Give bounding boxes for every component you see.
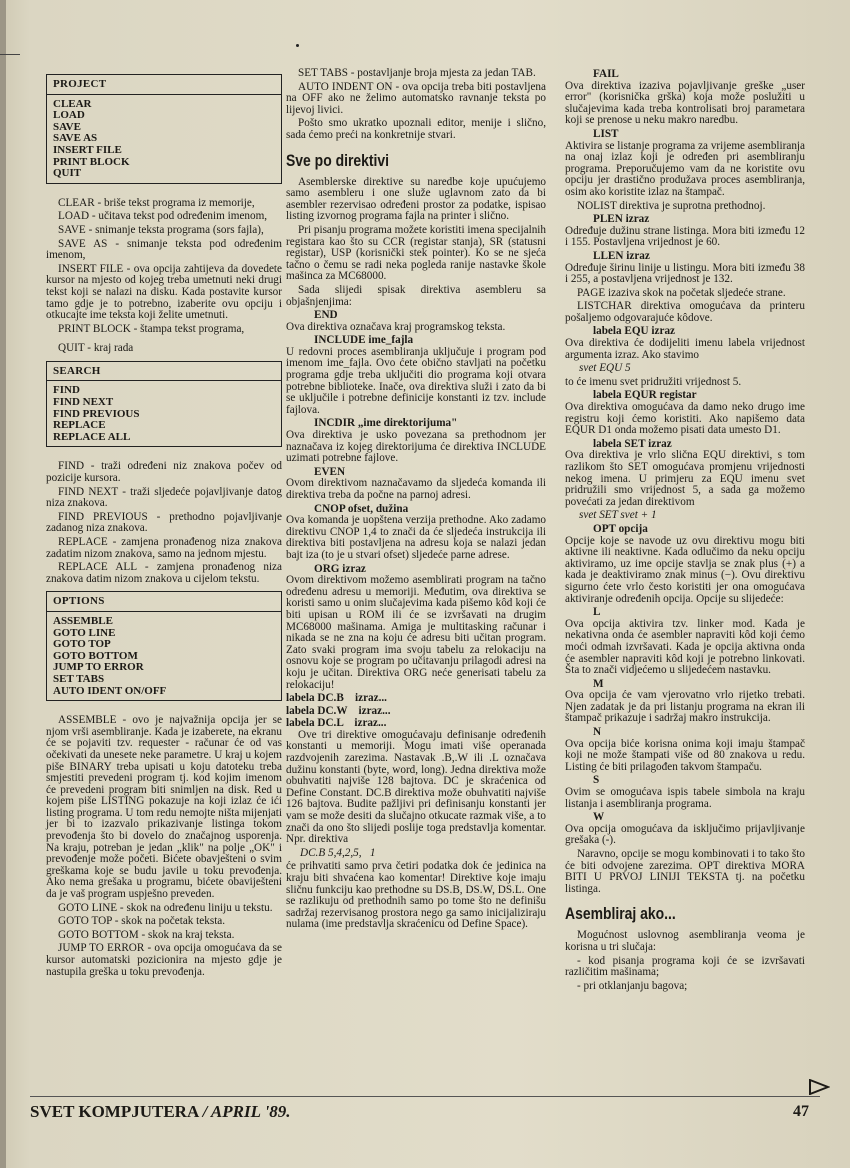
directive-title: CNOP ofset, dužina — [314, 502, 409, 515]
paragraph: će prihvatiti samo prva četiri podatka dok će jedinica na kraju biti shvaćena kao komentar! Direktive koje imaju sličnu funkciju kao prethodne su DS.B, DS.W, DS.L. One se razlikuju od prethodnih samo po tome što ne definišu sadržaj rezervisanog prostora nego ga samo inicijaliziraju nulama (ime predstavlja skraćenicu od Define Space). — [286, 860, 546, 931]
paragraph: Pri pisanju programa možete koristiti imena specijalnih registara kao što su CCR (registar stanja), SR (statusni registar), USP (korisnički stek pointer). Ko se ne sjeća tačno o čemu se radi neka pogleda ranije nastavke škole mašinca za MC68000. — [286, 223, 546, 283]
paragraph: Pošto smo ukratko upoznali editor, menije i slično, sada ćemo preći na konkretnije stvari. — [286, 117, 546, 141]
option-letter: W — [593, 811, 605, 824]
project-menu-list — [47, 95, 281, 183]
list-item: - kod pisanja programa koji će se izvršavati različitim mašinama; — [565, 954, 805, 979]
paragraph: Ovim se omogućava ispis tabele simbola na kraju listanja i asembliranja programa. — [565, 786, 805, 810]
footer-rule — [30, 1096, 820, 1097]
footer-magazine — [30, 1102, 291, 1122]
paragraph: SAVE AS - snimanje teksta pod određenim imenom, — [46, 237, 282, 262]
option-letter: M — [593, 677, 604, 690]
menu-item: QUIT — [53, 167, 82, 180]
paragraph: Ovom direktivom možemo asemblirati program na tačno određenu adresu u memoriji. Međutim, ova direktiva se koristi samo u onim slučajevima kada pišemo kôd koji će biti upisan u ROM ili će se izvršavati na drugim MC68000 mašinama. Amiga je multitasking računar i nikada se ne zna na koju će adresu biti učitan program. Zato svaki program ima svoju tabelu za relokaciju na osnovu koje se program po učitavanju prilagodi adresi na koju je učitan. Direktiva ORG neće generisati tabelu za relokaciju! — [286, 574, 546, 691]
paragraph: Mogućnost uslovnog asembliranja veoma je korisna u tri slučaja: — [565, 929, 805, 953]
paragraph: AUTO INDENT ON - ova opcija treba biti postavljena na OFF ako ne želimo automatsko ravnanje teksta po lijevoj livici. — [286, 80, 546, 116]
issue-date: / APRIL '89. — [202, 1102, 291, 1121]
search-menu-box — [46, 361, 282, 448]
option-letter: N — [593, 726, 602, 739]
section-heading: Asembliraj ako... — [565, 904, 676, 924]
paragraph: Ova direktiva je usko povezana sa prethodnom jer naznačava iz kojeg direktorijuma će direktiva INCLUDE uzimati potrebne fajlove. — [286, 429, 546, 465]
paragraph: FIND PREVIOUS - prethodno pojavljivanje zadanog niza znakova. — [46, 510, 282, 535]
directive-title: INCLUDE ime_fajla — [314, 334, 414, 347]
menu-item: CLEAR — [53, 97, 92, 110]
menu-item: AUTO IDENT ON/OFF — [53, 684, 167, 697]
list-item: - pri otklanjanju bagova; — [577, 979, 688, 992]
paragraph: Ova opcija omogućava da isključimo prijavljivanje grešaka (-). — [565, 822, 805, 847]
paragraph: LISTCHAR direktiva omogućava da printeru pošaljemo odgovarajuće kôdove. — [565, 300, 805, 324]
directive-title: FAIL — [593, 68, 619, 80]
paragraph: Asemblerske direktive su naredbe koje upućujemo samo asembleru i one služe uglavnom zato da bi asembler rezervisao određeni prostor za podatke, ispisao listing izvornog programa fajla na printer i slično. — [286, 175, 546, 223]
paragraph: Naravno, opcije se mogu kombinovati i to tako što će biti odvojene zarezima. OPT direktiva MORA BITI U PRVOJ LINIJI TEKSTA tj. na početku listinga. — [565, 848, 805, 895]
paragraph: Ova komanda je uopštena verzija prethodne. Ako zadamo direktivu CNOP 1,4 to znači da će sljedeća instrukcija ili direktiva biti postavljena na adresu koja se nalazi jedan bajt iza (to je u stvari ofset) sljedeće parne adrese. — [286, 514, 546, 561]
menu-item: FIND PREVIOUS — [53, 407, 140, 420]
paragraph: NOLIST direktiva je suprotna prethodnoj. — [577, 199, 766, 212]
menu-item: REPLACE ALL — [53, 430, 131, 443]
paragraph: JUMP TO ERROR - ova opcija omogućava da se kursor automatski pozicionira na mjesto gdje je nastupila greška u toku prevođenja. — [46, 942, 282, 978]
paragraph: REPLACE - zamjena pronađenog niza znakova zadatim nizom znakova, samo na jednom mjestu. — [46, 536, 282, 560]
paragraph: Ova direktiva označava kraj programskog teksta. — [286, 320, 506, 333]
menu-item: LOAD — [53, 109, 85, 122]
continue-arrow-icon — [808, 1079, 830, 1095]
paragraph: GOTO LINE - skok na određenu liniju u tekstu. — [58, 901, 273, 914]
paragraph: Aktivira se listanje programa za vrijeme asembliranja na onaj izlaz koji je određen pri asembliranju programa. Preporučujemo vam da ne koristite ovu opciju jer drastično produžava proces asembliranja, osim ako koristite izlaz na štampač. — [565, 139, 805, 198]
directive-title: ORG izraz — [314, 562, 366, 575]
paragraph: Ova direktiva izaziva pojavljivanje greške „user error" (korisnička grška) koja može poslužiti u slučajevima kada treba kontrolisati broj parametara koji se prenose u neku makro naredbu. — [565, 79, 805, 127]
binding-shadow — [0, 0, 6, 1168]
menu-item: GOTO BOTTOM — [53, 649, 138, 662]
directive-title: labela DC.L izraz... — [286, 717, 387, 730]
paragraph: ASSEMBLE - ovo je najvažnija opcija jer se njom vrši asembliranje. Kada je izaberete, na ekranu će se pojaviti tzv. requester - računar će od vas očekivati da unesete neke parametre. U kraj u kojem piše BINARY treba upisati u koju datoteku treba smjestiti prevedeni program tj. kod kojim imenom će prevedeni program biti snimljen na disk. Red u kojem piše LISTING pokazuje na koji izlaz će ići listing programa. U tom redu nemojte ništa mijenjati jer bi to izazvalo prikazivanje listinga tokom prevođenja što bi dovelo do značajnog usporenja. Na kraju, potreban je jedan „klik" na polje „OK" i prevođenje može početi. Bićete obavješteni o svim greškama koje se budu javile u toku prevođenja. Ako nema grešaka u programu, bićete obaviješteni da je vaš program uspješno preveden. — [46, 714, 282, 901]
project-menu-title: PROJECT — [47, 75, 281, 95]
options-menu-title: OPTIONS — [47, 592, 281, 612]
paragraph: Ova opcija će vam vjerovatno vrlo rijetko trebati. Njen zadatak je da pri listanju programa na ekran ili štampač prikazuje i sadržaj makro instrukcija. — [565, 689, 805, 725]
directive-title: OPT opcija — [593, 522, 648, 535]
code-example: DC.B 5,4,2,5, 1 — [300, 846, 376, 859]
directive-title: labela EQUR registar — [593, 389, 697, 402]
section-heading: Sve po direktivi — [286, 150, 390, 170]
menu-item: FIND — [53, 384, 80, 397]
menu-item: SET TABS — [53, 672, 105, 685]
project-menu-box — [46, 74, 282, 184]
paragraph: Ova direktiva je vrlo slična EQU direktivi, s tom razlikom što SET omogućava promjenu vrijednosti nekog imena. U primjeru za EQU imenu svet pridružili smo vrijednost 5, a sada ga možemo povećati za jedan direktivom — [565, 449, 805, 508]
directive-title: labela DC.W izraz... — [286, 704, 391, 717]
menu-item: GOTO TOP — [53, 638, 111, 651]
menu-item: FIND NEXT — [53, 396, 114, 409]
paragraph: QUIT - kraj rada — [58, 342, 134, 355]
directive-title: INCDIR „ime direktorijuma" — [314, 417, 458, 430]
column-2 — [286, 68, 546, 933]
option-letter: S — [593, 774, 600, 787]
paragraph: INSERT FILE - ova opcija zahtijeva da dovedete kursor na mjesto od kojeg treba umetnuti neki drugi tekst koji se nalazi na disku. Kada postavite kursor tamo gdje je to potrebno, izaberite ovu opciju i otkucajte ime teksta koji želite umetnuti. — [46, 262, 282, 322]
menu-item: PRINT BLOCK — [53, 155, 130, 168]
option-letter: L — [593, 606, 601, 619]
paragraph: Ova direktiva će dodijeliti imenu labela vrijednost argumenta izraz. Ako stavimo — [565, 337, 805, 361]
directive-title: END — [314, 309, 338, 322]
directive-title: PLEN izraz — [593, 213, 650, 226]
paragraph: to će imenu svet pridružiti vrijednost 5. — [565, 375, 742, 388]
directive-title: EVEN — [314, 465, 346, 478]
paragraph: Ove tri direktive omogućavaju definisanje određenih konstanti u memoriji. Mogu imati više operanada razdvojenih zarezima. Nastavak .B,.W ili .L označava dužinu konstanti (byte, word, long). Jedna direktiva može obuhvatiti najviše 128 bajtova. DC je skraćenica od Define Constant. DC.B direktiva može obuhvatiti najviše 126 bajtova. Budite pažljivi pri definisanju konstanti jer vam se može desiti da slučajno otkucate razmak više, a to znači da ono što slijedi poslije toga predstavlja komentar. Npr. direktiva — [286, 728, 546, 846]
paragraph: Određuje širinu linije u listingu. Mora biti između 38 i 255, a postavljena vrijednost je 132. — [565, 261, 805, 286]
paragraph: GOTO TOP - skok na početak teksta. — [58, 915, 226, 928]
paragraph: Ova opcija biće korisna onima koji imaju štampač koji ne može štampati više od 80 znakova u redu. Listing će biti prilagođen takvom štampaču. — [565, 737, 805, 773]
menu-item: SAVE AS — [53, 132, 98, 145]
directive-title: LLEN izraz — [593, 249, 650, 262]
page-number: 47 — [793, 1103, 809, 1120]
paragraph: Ova direktiva omogućava da damo neko drugo ime registru koji ćemo koristiti. Ako napišemo data EQUR D1 onda možemo pisati data umesto D1. — [565, 401, 805, 437]
print-dot — [296, 44, 299, 47]
directive-title: labela SET izraz — [593, 437, 672, 450]
paragraph: SET TABS - postavljanje broja mjesta za jedan TAB. — [298, 67, 536, 79]
paragraph: Određuje dužinu strane listinga. Mora biti između 12 i 155. Postavljena vrijednost je 60. — [565, 224, 805, 249]
menu-item: GOTO LINE — [53, 626, 116, 639]
directive-title: labela DC.B izraz... — [286, 692, 387, 705]
directive-title: labela EQU izraz — [593, 325, 676, 338]
paragraph: PAGE izaziva skok na početak sljedeće strane. — [577, 286, 786, 299]
paragraph: Sada slijedi spisak direktiva asembleru sa objašnjenjima: — [286, 283, 546, 308]
menu-item: SAVE — [53, 120, 81, 133]
options-menu-list — [47, 612, 281, 700]
paragraph: Ova opcija aktivira tzv. linker mod. Kada je nekativna onda će asembler napraviti kôd koji ćemo moći odmah izvršavati. Kada je opcija aktivna onda će asembler napraviti kôd koji je potrebno linkovati. Šta to znači vidjećemo u slijedećem nastavku. — [565, 617, 805, 677]
top-rule — [0, 54, 20, 55]
paragraph: Opcije koje se navode uz ovu direktivu mogu biti aktivne ili neaktivne. Kada odlučimo da neku opciju aktiviramo, uz ime opcije stavlja se znak plus (+) a kada je deaktiviramo znak minus (−). Ovu direktivu sigurno ćete vrlo često koristiti jer ona omogućava aktiviranje određenih opcija. Opcije su slijedeće: — [565, 534, 805, 605]
code-example: svet SET svet + 1 — [579, 509, 657, 522]
paragraph: FIND NEXT - traži sljedeće pojavljivanje datog niza znakova. — [46, 485, 282, 510]
menu-item: REPLACE — [53, 419, 106, 432]
paragraph: Ovom direktivom naznačavamo da sljedeća komanda ili direktiva treba da počne na parnoj adresi. — [286, 477, 546, 501]
paragraph: FIND - traži određeni niz znakova počev od pozicije kursora. — [46, 460, 282, 485]
directive-title: LIST — [593, 127, 619, 140]
options-menu-box — [46, 591, 282, 701]
paragraph: LOAD - učitava tekst pod određenim imenom, — [58, 210, 268, 223]
paragraph: CLEAR - briše tekst programa iz memorije, — [58, 196, 255, 209]
magazine-name: SVET KOMPJUTERA — [30, 1102, 199, 1121]
column-1 — [46, 68, 282, 980]
menu-item: INSERT FILE — [53, 143, 122, 156]
paragraph: U redovni proces asembliranja uključuje i program pod imenom ime_fajla. Ovo ćete obično stavljati na početku programa gdje treba uključiti dio programa koji otvara potrebne biblioteke. Inače, ova direktiva služi i zato da bi se uključile i potrebne definicije konstanti iz tzv. include fajlova. — [286, 345, 546, 416]
paragraph: PRINT BLOCK - štampa tekst programa, — [58, 322, 245, 335]
code-example: svet EQU 5 — [579, 362, 631, 375]
menu-item: ASSEMBLE — [53, 614, 113, 627]
search-menu-title: SEARCH — [47, 362, 281, 382]
paragraph: SAVE - snimanje teksta programa (sors fajla), — [58, 223, 264, 236]
search-menu-list — [47, 381, 281, 446]
paragraph: GOTO BOTTOM - skok na kraj teksta. — [58, 928, 235, 941]
menu-item: JUMP TO ERROR — [53, 661, 144, 674]
column-3 — [565, 68, 805, 994]
paragraph: REPLACE ALL - zamjena pronađenog niza znakova datim nizom znakova u cijelom tekstu. — [46, 561, 282, 585]
